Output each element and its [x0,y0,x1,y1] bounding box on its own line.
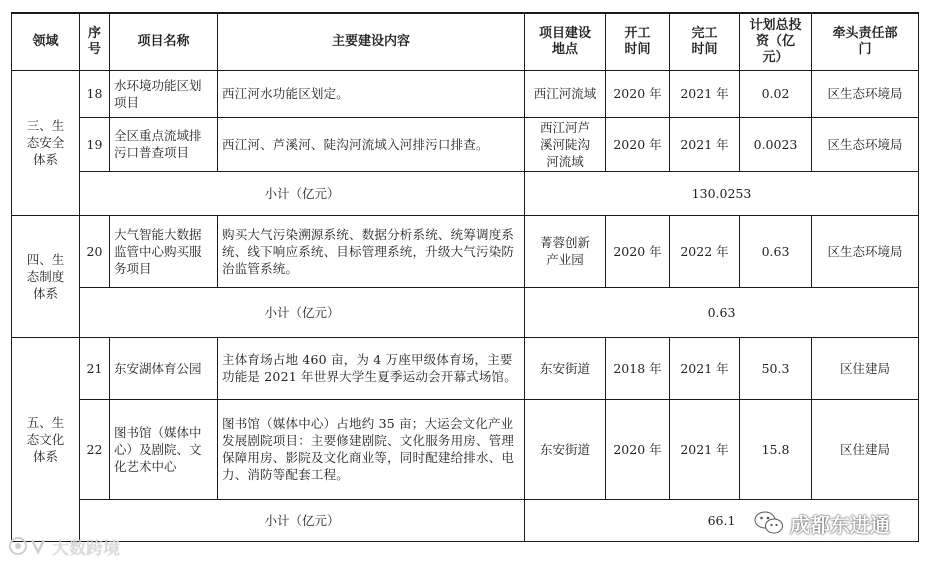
header-domain: 领域 [12,13,80,70]
content-cell: 主体育场占地 460 亩，为 4 万座甲级体育场，主要功能是 2021 年世界大学生夏季运动会开幕式场馆。 [218,337,525,399]
investment-cell: 0.0023 [740,117,812,171]
subtotal-label: 小计（亿元） [80,499,525,541]
end-cell: 2021 年 [670,399,740,499]
table-row [12,399,919,499]
header-location: 项目建设地点 [525,13,606,70]
start-cell: 2020 年 [606,117,670,171]
location-cell: 东安街道 [525,337,606,399]
table-row [12,117,919,171]
seq-cell: 21 [80,337,110,399]
investment-cell: 0.63 [740,215,812,287]
seq-cell: 20 [80,215,110,287]
content-cell: 西江河、芦溪河、陡沟河流域入河排污口排查。 [218,117,525,171]
name-cell: 水环境功能区划项目 [110,70,218,117]
name-cell: 东安湖体育公园 [110,337,218,399]
start-cell: 2020 年 [606,399,670,499]
header-end: 完工时间 [670,13,740,70]
content-cell: 购买大气污染溯源系统、数据分析系统、统筹调度系统、线下响应系统、目标管理系统，升级大气污染防治监管系统。 [218,215,525,287]
header-dept: 牵头责任部门 [812,13,919,70]
subtotal-value: 66.1 [525,499,919,541]
watermark-dashukuajing [8,535,120,557]
subtotal-value: 0.63 [525,287,919,337]
content-cell: 西江河水功能区划定。 [218,70,525,117]
dept-cell: 区生态环境局 [812,215,919,287]
wechat-logo-icon [754,510,784,536]
table-row [12,337,919,399]
header-row [12,13,919,70]
project-table [11,12,919,542]
camera-logo-icon [8,536,48,556]
table-row [12,215,919,287]
location-cell: 菁蓉创新产业园 [525,215,606,287]
header-start: 开工时间 [606,13,670,70]
watermark-wechat [754,508,890,538]
content-cell: 图书馆（媒体中心）占地约 35 亩；大运会文化产业发展剧院项目：主要修建剧院、文化服务用房、管理保障用房、影院及文化商业等，同时配建给排水、电力、消防等配套工程。 [218,399,525,499]
header-content: 主要建设内容 [218,13,525,70]
dept-cell: 区住建局 [812,399,919,499]
subtotal-row [12,287,919,337]
end-cell: 2021 年 [670,70,740,117]
name-cell: 图书馆（媒体中心）及剧院、文化艺术中心 [110,399,218,499]
name-cell: 全区重点流域排污口普查项目 [110,117,218,171]
domain-cell: 五、生态文化体系 [12,337,80,541]
domain-cell: 四、生态制度体系 [12,215,80,337]
subtotal-label: 小计（亿元） [80,287,525,337]
start-cell: 2018 年 [606,337,670,399]
investment-cell: 0.02 [740,70,812,117]
end-cell: 2022 年 [670,215,740,287]
table-row [12,70,919,117]
investment-cell: 15.8 [740,399,812,499]
seq-cell: 19 [80,117,110,171]
start-cell: 2020 年 [606,215,670,287]
location-cell: 东安街道 [525,399,606,499]
dept-cell: 区生态环境局 [812,117,919,171]
subtotal-label: 小计（亿元） [80,171,525,215]
end-cell: 2021 年 [670,337,740,399]
header-name: 项目名称 [110,13,218,70]
location-cell: 西江河流域 [525,70,606,117]
subtotal-row [12,171,919,215]
watermark-left-text: 大数跨境 [52,538,120,559]
start-cell: 2020 年 [606,70,670,117]
dept-cell: 区生态环境局 [812,70,919,117]
domain-cell: 三、生态安全体系 [12,70,80,215]
watermark-right-text: 成都东进通 [790,512,890,537]
header-seq: 序号 [80,13,110,70]
seq-cell: 22 [80,399,110,499]
subtotal-value: 130.0253 [525,171,919,215]
seq-cell: 18 [80,70,110,117]
name-cell: 大气智能大数据监管中心购买服务项目 [110,215,218,287]
investment-cell: 50.3 [740,337,812,399]
header-investment: 计划总投资（亿元） [740,13,812,70]
location-cell: 西江河芦溪河陡沟河流域 [525,117,606,171]
dept-cell: 区住建局 [812,337,919,399]
end-cell: 2021 年 [670,117,740,171]
